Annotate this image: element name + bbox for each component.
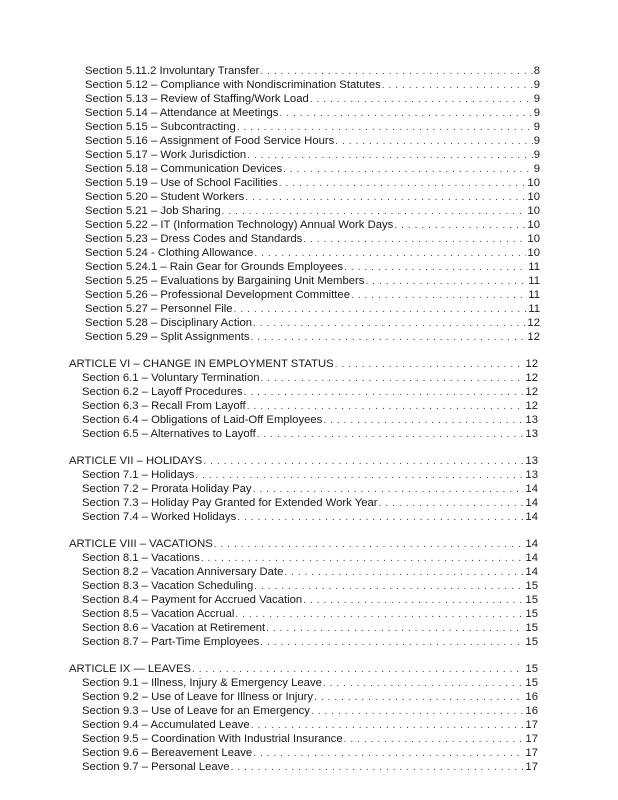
toc-entry-label: Section 5.20 – Student Workers [85,191,245,203]
toc-entry [85,106,540,120]
toc-entry [82,427,538,441]
toc-entry-label: Section 5.27 – Personnel File [85,303,233,315]
toc-page-number: 13 [525,428,538,440]
toc-entry [85,134,540,148]
toc-entry-label: Section 9.7 – Personal Leave [82,761,230,773]
dot-leader [231,762,525,774]
toc-entry [82,565,538,579]
dot-leader [310,94,533,106]
toc-entry-label: ARTICLE IX — LEAVES [69,663,192,675]
dot-leader [323,415,524,427]
toc-page-number: 9 [533,79,540,91]
dot-leader [244,387,525,399]
toc-entry-label: Section 8.3 – Vacation Scheduling [82,580,254,592]
toc-page-number: 17 [525,747,538,759]
toc-entry-label: Section 9.5 – Coordination With Industrial Insurance [82,733,343,745]
toc-entry-label: Section 5.15 – Subcontracting [85,121,236,133]
dot-leader [222,206,527,218]
dot-leader [394,220,526,232]
toc-entry-label: Section 5.16 – Assignment of Food Service Hours [85,135,335,147]
toc-entry [85,288,540,302]
dot-leader [251,332,527,344]
toc-page-number: 9 [533,163,540,175]
toc-page-number: 14 [525,538,538,550]
toc-article-heading [69,662,538,676]
dot-leader [253,748,524,760]
toc-page-number: 13 [525,469,538,481]
toc-article-heading [69,454,538,468]
toc-entry-label: ARTICLE VII – HOLIDAYS [69,455,203,467]
toc-page-number: 10 [527,177,540,189]
toc-page-number: 10 [527,247,540,259]
toc-entry-label: Section 5.24.1 – Rain Gear for Grounds Employees [85,261,344,273]
toc-entry-label: Section 8.5 – Vacation Accrual [82,608,235,620]
dot-leader [314,692,524,704]
toc-page-number: 15 [525,622,538,634]
toc-entry-label: Section 5.24 - Clothing Allowance [85,247,254,259]
dot-leader [192,664,524,676]
toc-entry-label: Section 9.2 – Use of Leave for Illness or Injury [82,691,314,703]
toc-entry [82,371,538,385]
dot-leader [253,484,525,496]
dot-leader [284,567,524,579]
dot-leader [251,720,525,732]
toc-entry [85,232,540,246]
toc-page-number: 8 [533,65,540,77]
toc-page-number: 17 [525,761,538,773]
toc-entry [85,190,540,204]
toc-entry-label: ARTICLE VI – CHANGE IN EMPLOYMENT STATUS [69,358,334,370]
toc-page-number: 12 [525,358,538,370]
dot-leader [279,108,532,120]
dot-leader [237,122,533,134]
toc-entry-label: Section 5.19 – Use of School Facilities [85,177,278,189]
dot-leader [254,581,524,593]
toc-entry [85,204,540,218]
toc-page-number: 12 [527,331,540,343]
dot-leader [247,150,533,162]
toc-entry [82,385,538,399]
toc-entry-label: Section 8.6 – Vacation at Retirement [82,622,266,634]
toc-entry [82,621,538,635]
toc-entry [85,92,540,106]
toc-entry [85,176,540,190]
toc-entry [85,330,540,344]
dot-leader [303,595,524,607]
toc-entry-label: Section 5.14 – Attendance at Meetings [85,107,279,119]
toc-entry [85,148,540,162]
toc-entry [82,746,538,760]
toc-entry-label: Section 5.28 – Disciplinary Action [85,317,253,329]
toc-entry [82,718,538,732]
toc-entry-label: Section 6.3 – Recall From Layoff [82,400,246,412]
dot-leader [323,678,525,690]
toc-page-number: 11 [528,275,540,287]
toc-entry [82,704,538,718]
toc-page-number: 12 [525,400,538,412]
toc-entry-label: Section 6.1 – Voluntary Termination [82,372,260,384]
toc-entry [82,468,538,482]
toc-page-number: 14 [525,552,538,564]
toc-entry [82,690,538,704]
dot-leader [235,609,524,621]
dot-leader [234,304,528,316]
toc-entry [85,246,540,260]
toc-entry [82,510,538,524]
toc-page-number: 16 [525,705,538,717]
dot-leader [266,623,524,635]
toc-entry-label: Section 5.26 – Professional Development Committee [85,289,350,301]
toc-page-number: 14 [525,566,538,578]
toc-entry-label: Section 5.11.2 Involuntary Transfer [85,65,260,77]
toc-page-number: 14 [525,497,538,509]
toc-entry [85,274,540,288]
dot-leader [279,178,527,190]
toc-entry-label: Section 6.5 – Alternatives to Layoff [82,428,256,440]
dot-leader [237,512,524,524]
toc-entry-label: Section 7.4 – Worked Holidays [82,511,237,523]
toc-page-number: 11 [528,261,540,273]
toc-article-heading [69,357,538,371]
toc-entry-label: Section 6.4 – Obligations of Laid-Off Employees [82,414,323,426]
dot-leader [195,470,524,482]
toc-entry [85,218,540,232]
toc-page-number: 16 [525,691,538,703]
dot-leader [245,192,526,204]
toc-page-number: 11 [528,289,540,301]
toc-entry-label: Section 5.29 – Split Assignments [85,331,250,343]
toc-entry [82,760,538,774]
toc-entry-label: Section 5.13 – Review of Staffing/Work Load [85,93,309,105]
dot-leader [203,456,524,468]
toc-page-number: 13 [525,414,538,426]
toc-page-number: 15 [525,663,538,675]
toc-entry [82,496,538,510]
toc-entry [82,676,538,690]
toc-entry [85,78,540,92]
dot-leader [253,318,526,330]
dot-leader [303,234,526,246]
toc-entry-label: Section 5.12 – Compliance with Nondiscrimination Statutes [85,79,381,91]
toc-entry-label: Section 5.25 – Evaluations by Bargaining Unit Members [85,275,365,287]
dot-leader [261,373,525,385]
toc-page-number: 17 [525,733,538,745]
toc-entry [82,593,538,607]
toc-entry-label: Section 7.1 – Holidays [82,469,195,481]
toc-page-number: 15 [525,608,538,620]
toc-entry-label: Section 5.23 – Dress Codes and Standards [85,233,303,245]
toc-page-number: 15 [525,580,538,592]
toc-page-number: 17 [525,719,538,731]
toc-page-number: 10 [527,219,540,231]
toc-entry-label: ARTICLE VIII – VACATIONS [69,538,213,550]
toc-page-number: 9 [533,135,540,147]
dot-leader [260,637,524,649]
toc-entry [82,413,538,427]
toc-page-number: 13 [525,455,538,467]
toc-entry [82,635,538,649]
toc-page-number: 10 [527,191,540,203]
dot-leader [254,248,526,260]
toc-entry-label: Section 5.18 – Communication Devices [85,163,283,175]
toc-entry [82,607,538,621]
toc-entry-label: Section 8.7 – Part-Time Employees [82,636,260,648]
dot-leader [247,401,525,413]
toc-entry [82,579,538,593]
toc-entry-label: Section 7.3 – Holiday Pay Granted for Extended Work Year [82,497,378,509]
toc-page-number: 10 [527,233,540,245]
dot-leader [344,734,525,746]
toc-page-number: 15 [525,636,538,648]
toc-entry [82,482,538,496]
toc-entry-label: Section 8.1 – Vacations [82,552,200,564]
dot-leader [283,164,533,176]
toc-entry-label: Section 6.2 – Layoff Procedures [82,386,243,398]
dot-leader [382,80,533,92]
dot-leader [311,706,524,718]
toc-entry [85,162,540,176]
toc-article-heading [69,537,538,551]
toc-entry-label: Section 8.4 – Payment for Accrued Vacation [82,594,303,606]
toc-entry-label: Section 5.21 – Job Sharing [85,205,221,217]
toc-entry [85,260,540,274]
toc-page-number: 11 [528,303,540,315]
toc-entry-label: Section 5.17 – Work Jurisdiction [85,149,247,161]
toc-entry-label: Section 5.22 – IT (Information Technology) Annual Work Days [85,219,394,231]
toc-entry-label: Section 9.3 – Use of Leave for an Emergency [82,705,310,717]
toc-page-number: 9 [533,121,540,133]
toc-entry [85,64,540,78]
toc-page-number: 12 [525,386,538,398]
toc-page-number: 9 [533,93,540,105]
dot-leader [351,290,527,302]
dot-leader [335,359,525,371]
toc-page-number: 9 [533,149,540,161]
toc-entry-label: Section 9.1 – Illness, Injury & Emergency Leave [82,677,322,689]
dot-leader [257,429,525,441]
dot-leader [344,262,527,274]
toc-entry [82,551,538,565]
dot-leader [201,553,525,565]
toc-entry [82,399,538,413]
toc-entry [82,732,538,746]
toc-entry-label: Section 9.4 – Accumulated Leave [82,719,250,731]
toc-page-number: 9 [533,107,540,119]
toc-page-number: 12 [525,372,538,384]
dot-leader [335,136,532,148]
toc-page-number: 10 [527,205,540,217]
toc-page-number: 12 [527,317,540,329]
dot-leader [365,276,527,288]
toc-entry [85,120,540,134]
toc-page-number: 14 [525,511,538,523]
toc-entry [85,316,540,330]
toc-entry-label: Section 7.2 – Prorata Holiday Pay [82,483,252,495]
toc-entry-label: Section 9.6 – Bereavement Leave [82,747,253,759]
toc-entry-label: Section 8.2 – Vacation Anniversary Date [82,566,284,578]
toc-page-number: 15 [525,677,538,689]
dot-leader [260,66,532,78]
dot-leader [379,498,525,510]
dot-leader [214,539,525,551]
toc-page-number: 14 [525,483,538,495]
toc-page-number: 15 [525,594,538,606]
toc-entry [85,302,540,316]
